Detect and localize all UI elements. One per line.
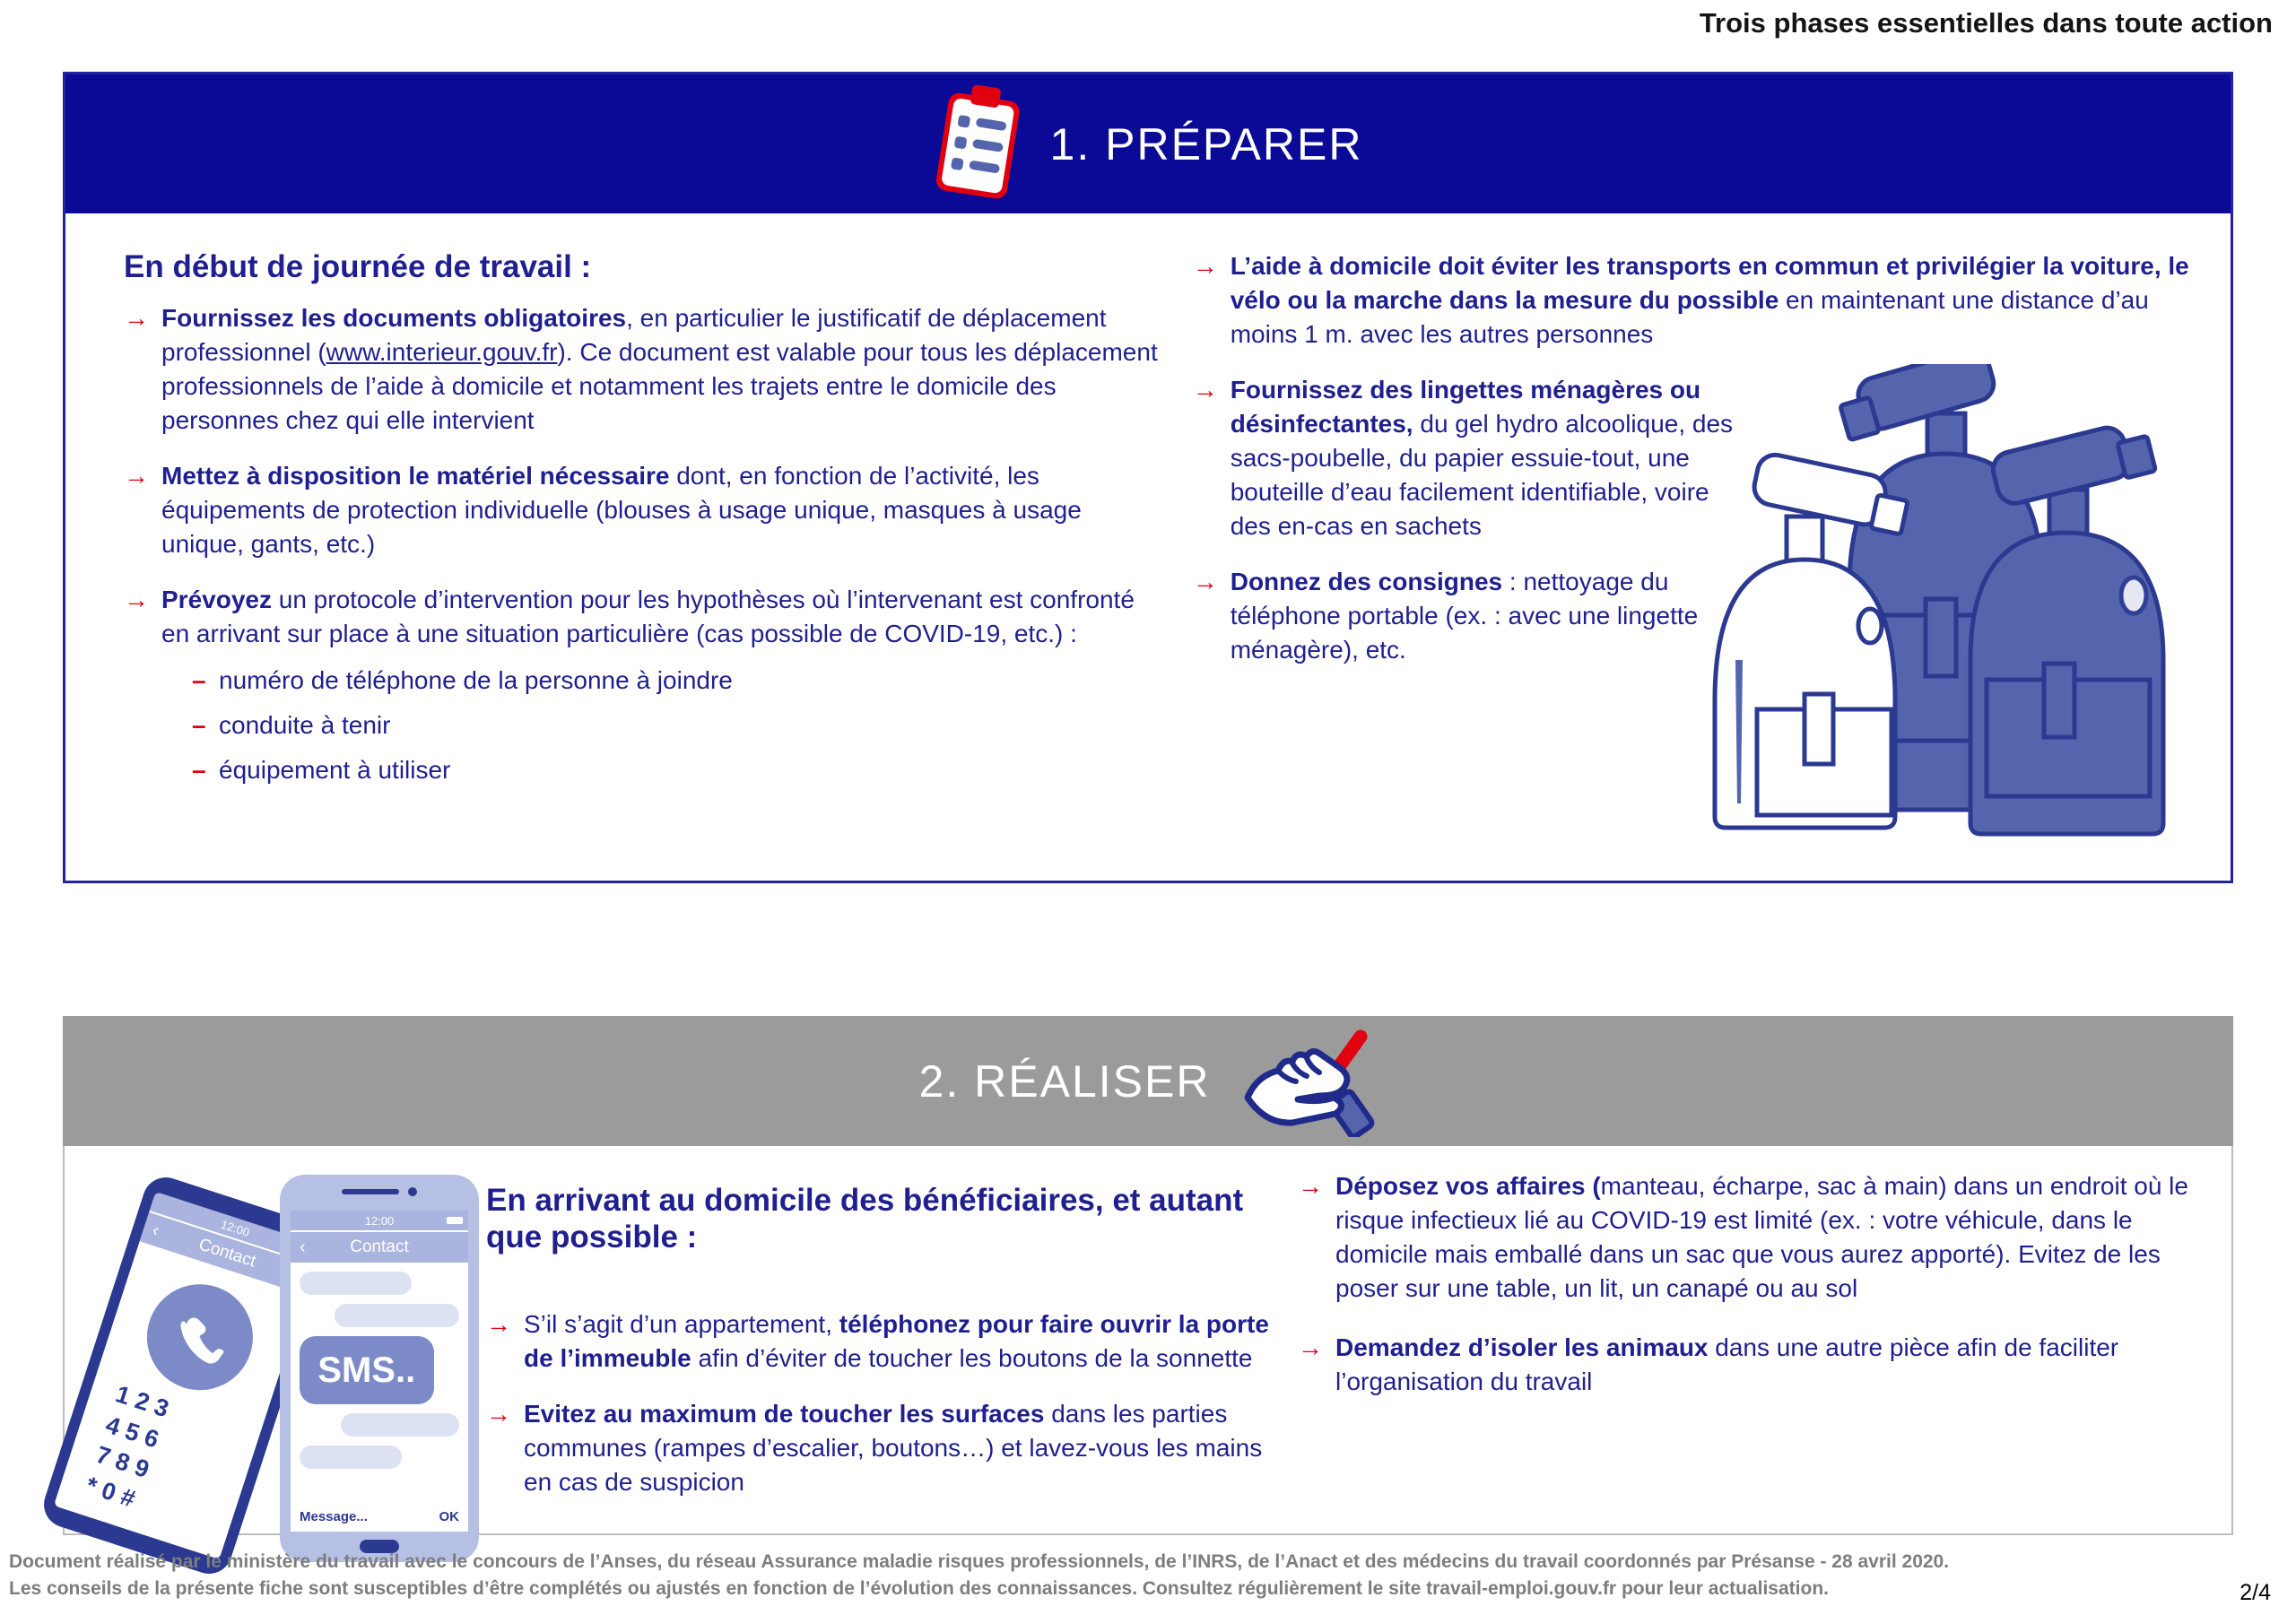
contact-label: Contact bbox=[350, 1237, 409, 1256]
footer-line2: Les conseils de la présente fiche sont susceptibles d’être complétés ou ajustés en fonction de l’évolution des connaissances. Consultez régulièrement le site travail-emploi.gouv.fr pour leur actualisation. bbox=[9, 1578, 1829, 1599]
message-placeholder[interactable]: Message... bbox=[300, 1509, 368, 1524]
page-title: Trois phases essentielles dans toute action bbox=[1699, 7, 2273, 39]
phase2-header bbox=[63, 1016, 2233, 1146]
text-segment: : nettoyage du téléphone portable (ex. : avec une lingette ménagère), etc. bbox=[1230, 568, 1699, 664]
text-segment: S’il s’agit d’un appartement, bbox=[524, 1310, 839, 1338]
bullet-item bbox=[1193, 565, 1749, 667]
phone-statusbar bbox=[291, 1211, 468, 1230]
call-avatar bbox=[134, 1271, 267, 1404]
sub-bullet-item bbox=[192, 708, 1166, 742]
text-segment: Fournissez les documents obligatoires bbox=[161, 304, 627, 332]
text-segment: Prévoyez bbox=[161, 586, 272, 613]
bullet-item bbox=[1298, 1331, 2196, 1399]
bullet-arrow-icon: → bbox=[1298, 1172, 1323, 1200]
keypad-row: * 0 # bbox=[83, 1471, 139, 1513]
sub-bullet-list bbox=[192, 664, 1166, 787]
footer-line1: Document réalisé par le ministère du travail avec le concours de l’Anses, du réseau Assurance maladie risques professionnels, de l’INRS, de l’Anact et des médecins du travail coordonnés par Présanse - 28 avril 2020. bbox=[9, 1551, 1950, 1572]
keypad-row: 4 5 6 bbox=[102, 1411, 162, 1454]
phone-time: 12:00 bbox=[364, 1213, 395, 1228]
bullet-text bbox=[161, 583, 1166, 798]
page-number: 2/4 bbox=[2239, 1580, 2271, 1605]
sms-bubble bbox=[300, 1446, 402, 1469]
sub-bullet-text: équipement à utiliser bbox=[219, 756, 451, 784]
text-segment: , en particulier le justificatif de déplacement professionnel ( bbox=[161, 304, 1107, 366]
phase1-left-column bbox=[124, 249, 1166, 820]
text-segment: Demandez d’isoler les animaux bbox=[1335, 1333, 1709, 1361]
back-chevron-icon: ‹ bbox=[150, 1220, 162, 1241]
text-segment: afin d’éviter de toucher les boutons de la sonnette bbox=[691, 1344, 1253, 1372]
phone-keypad bbox=[54, 1369, 264, 1559]
speaker-icon bbox=[342, 1189, 399, 1194]
keypad-row: 1 2 3 bbox=[112, 1380, 172, 1423]
text-segment: Déposez vos affaires ( bbox=[1335, 1172, 1601, 1200]
bullet-item bbox=[486, 1397, 1271, 1499]
battery-icon bbox=[447, 1217, 463, 1224]
bullet-arrow-icon: → bbox=[1298, 1333, 1323, 1361]
sub-bullet-dash-icon: – bbox=[192, 756, 206, 784]
bullet-text-segments bbox=[161, 586, 1135, 647]
phone-sms-illustration bbox=[280, 1175, 479, 1562]
phase2-title: 2. RÉALISER bbox=[918, 1055, 1211, 1107]
text-segment: Donnez des consignes bbox=[1230, 568, 1503, 595]
bullet-arrow-icon: → bbox=[124, 304, 149, 332]
phase1-title: 1. PRÉPARER bbox=[1049, 118, 1363, 169]
bullet-arrow-icon: → bbox=[486, 1310, 511, 1338]
text-segment: téléphonez pour faire ouvrir la porte de l’immeuble bbox=[524, 1310, 1269, 1372]
sub-bullet-item bbox=[192, 753, 1166, 787]
bullet-text bbox=[524, 1307, 1271, 1376]
bullet-item bbox=[1298, 1169, 2196, 1306]
bullet-text bbox=[161, 459, 1166, 561]
clipboard-checklist-icon bbox=[934, 82, 1027, 205]
phase1-body bbox=[65, 213, 2231, 820]
keypad-row: 7 8 9 bbox=[92, 1440, 152, 1484]
bullet-arrow-icon: → bbox=[486, 1400, 511, 1428]
phone-navbar bbox=[291, 1232, 468, 1263]
bullet-item bbox=[1193, 249, 2204, 352]
phase1-section bbox=[63, 72, 2233, 883]
camera-icon bbox=[408, 1187, 417, 1196]
text-segment: L’aide à domicile doit éviter les transports en commun et privilégier la voiture, le vélo ou la marche dans la mesure du possible bbox=[1230, 252, 2189, 314]
phones-illustration bbox=[65, 1146, 486, 1533]
phase2-heading: En arrivant au domicile des bénéficiaires, et autant que possible : bbox=[486, 1183, 1244, 1255]
phone-sms-screen bbox=[291, 1211, 468, 1532]
sms-bubbles bbox=[291, 1263, 468, 1504]
bullet-arrow-icon: → bbox=[1192, 252, 1218, 280]
bullet-item bbox=[124, 583, 1166, 798]
phase2-middle-column bbox=[486, 1146, 1298, 1533]
text-segment: Mettez à disposition le matériel nécessaire bbox=[161, 462, 670, 490]
contact-label: Contact bbox=[196, 1235, 258, 1272]
bullet-arrow-icon: → bbox=[124, 586, 149, 613]
text-segment: en maintenant une distance d’au moins 1 m. avec les autres personnes bbox=[1230, 286, 2149, 348]
footer bbox=[9, 1549, 2090, 1602]
ok-button[interactable]: OK bbox=[439, 1509, 459, 1524]
bullet-text bbox=[1231, 249, 2204, 352]
text-segment: Evitez au maximum de toucher les surfaces bbox=[524, 1400, 1045, 1428]
phase2-body bbox=[63, 1146, 2233, 1535]
bullet-text bbox=[1335, 1331, 2196, 1399]
text-segment: ). Ce document est valable pour tous les déplacement professionnels de l’aide à domicile et notamment les trajets entre le domicile des personnes chez qui elle intervient bbox=[161, 338, 1158, 434]
bullet-item bbox=[124, 459, 1166, 561]
sub-bullet-dash-icon: – bbox=[192, 666, 206, 694]
sms-bubble bbox=[341, 1413, 459, 1437]
text-segment: dont, en fonction de l’activité, les équipements de protection individuelle (blouses à usage unique, masques à usage unique, gants, etc.) bbox=[161, 462, 1082, 558]
bullet-text bbox=[1231, 565, 1749, 667]
inline-link[interactable]: www.interieur.gouv.fr bbox=[326, 338, 558, 366]
phase1-right-column bbox=[1193, 249, 2204, 820]
bullet-arrow-icon: → bbox=[1192, 376, 1218, 404]
sub-bullet-dash-icon: – bbox=[192, 711, 206, 739]
sms-bubble bbox=[300, 1272, 412, 1295]
bullet-text bbox=[1335, 1169, 2196, 1306]
phone-top-details bbox=[280, 1187, 479, 1196]
text-segment: dans une autre pièce afin de faciliter l’organisation du travail bbox=[1335, 1333, 2119, 1395]
bullet-text bbox=[1231, 373, 1749, 543]
text-segment: un protocole d’intervention pour les hypothèses où l’intervenant est confronté en arrivant sur place à une situation particulière (cas possible de COVID-19, etc.) : bbox=[161, 586, 1135, 647]
bullet-item bbox=[124, 301, 1166, 438]
phase1-header bbox=[65, 74, 2231, 213]
text-segment: Fournissez des lingettes ménagères ou désinfectantes, bbox=[1230, 376, 1701, 438]
sms-bubble bbox=[335, 1304, 459, 1327]
spray-bottles-illustration bbox=[1701, 364, 2204, 839]
phone-handset-icon bbox=[162, 1300, 237, 1375]
phone-time: 12:00 bbox=[219, 1217, 252, 1239]
sms-input-row bbox=[291, 1504, 468, 1532]
bullet-arrow-icon: → bbox=[1192, 568, 1218, 595]
phase1-left-heading: En début de journée de travail : bbox=[124, 249, 592, 284]
text-segment: du gel hydro alcoolique, des sacs-poubelle, du papier essuie-tout, une bouteille d’eau facilement identifiable, voire des en-cas en sachets bbox=[1230, 410, 1734, 540]
sub-bullet-text: numéro de téléphone de la personne à joindre bbox=[219, 666, 733, 694]
sub-bullet-text: conduite à tenir bbox=[219, 711, 391, 739]
bullet-item bbox=[1193, 373, 1749, 543]
text-segment: dans les parties communes (rampes d’escalier, boutons…) et lavez-vous les mains en cas de suspicion bbox=[524, 1400, 1263, 1496]
bullet-text bbox=[161, 301, 1166, 438]
hand-check-icon bbox=[1233, 1020, 1377, 1142]
bullet-text bbox=[524, 1397, 1271, 1499]
back-chevron-icon: ‹ bbox=[300, 1237, 306, 1257]
bullet-item bbox=[486, 1307, 1271, 1376]
text-segment: manteau, écharpe, sac à main) dans un endroit où le risque infectieux lié au COVID-19 est limité (ex. : votre véhicule, dans le domicile mais emballé dans un sac que vous aurez apporté). Evitez de les poser sur une table, un lit, un canapé ou au sol bbox=[1335, 1172, 2188, 1302]
sms-bubble-main: SMS.. bbox=[300, 1336, 434, 1404]
phase2-right-column bbox=[1298, 1146, 2231, 1533]
sub-bullet-item bbox=[192, 664, 1166, 698]
bullet-arrow-icon: → bbox=[124, 462, 149, 490]
